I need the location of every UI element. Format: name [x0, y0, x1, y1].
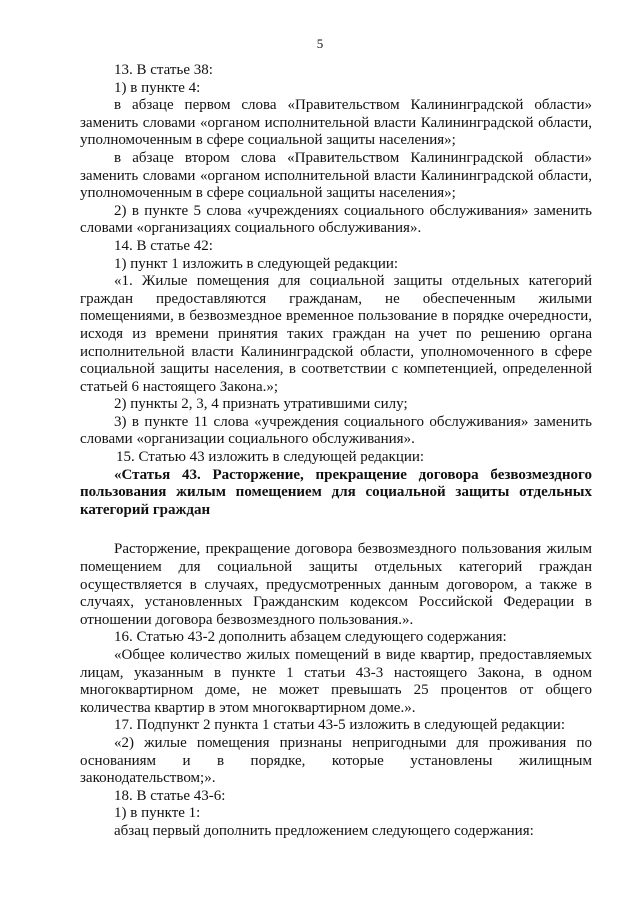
paragraph-quote: «1. Жилые помещения для социальной защиты отдельных категорий граждан предоставляются гражданам, не обеспеченным жилыми помещениями, в безвозмездное временное пользование в порядке очередности, исходя из времени принятия таких граждан на учет по решению органа исполнительной власти Калининградской области, уполномоченного в сфере социальной защиты населения, в соответствии с компетенцией, определенной статьей 6 настоящего Закона.»; [80, 273, 592, 395]
paragraph-amendment: 2) в пункте 5 слова «учреждениях социального обслуживания» заменить словами «организациях социального обслуживания». [80, 202, 592, 237]
paragraph-quote: «2) жилые помещения признаны непригодными для проживания по основаниям и в порядке, которые установлены жилищным законодательством;». [80, 734, 592, 787]
paragraph-item-14: 14. В статье 42: [114, 237, 213, 254]
paragraph-amendment: в абзаце первом слова «Правительством Калининградской области» заменить словами «органом исполнительной власти Калининградской области, уполномоченным в сфере социальной защиты населения»; [80, 97, 592, 149]
paragraph-quote: «Общее количество жилых помещений в виде квартир, предоставляемых лицам, указанным в пункте 1 статьи 43-3 настоящего Закона, в одном многоквартирном доме, не может превышать 25 процентов от общего количества квартир в этом многоквартирном доме.». [80, 647, 592, 716]
page-number: 5 [316, 36, 324, 51]
paragraph-amendment: абзац первый дополнить предложением следующего содержания: [114, 822, 534, 839]
paragraph-item-17: 17. Подпункт 2 пункта 1 статьи 43-5 изложить в следующей редакции: [114, 717, 566, 734]
paragraph-item-16: 16. Статью 43-2 дополнить абзацем следующего содержания: [114, 629, 507, 646]
paragraph-item-15: 15. Статью 43 изложить в следующей редакции: [116, 449, 425, 466]
paragraph-subitem: 3) в пункте 11 слова «учреждения социального обслуживания» заменить словами «организации социального обслуживания». [80, 413, 592, 448]
paragraph-subitem: 1) в пункте 1: [114, 805, 201, 822]
paragraph-subitem: 1) пункт 1 изложить в следующей редакции: [114, 255, 399, 272]
paragraph-amendment: в абзаце втором слова «Правительством Калининградской области» заменить словами «органом исполнительной власти Калининградской области, уполномоченным в сфере социальной защиты населения»; [80, 149, 592, 202]
paragraph-subitem: 2) пункты 2, 3, 4 признать утратившими силу; [114, 396, 408, 413]
paragraph-article-text: Расторжение, прекращение договора безвозмездного пользования жилым помещением для социальной защиты отдельных категорий граждан осуществляется в случаях, предусмотренных данным договором, а также в случаях, установленных Гражданским кодексом Российской Федерации в отношении договора безвозмездного пользования.». [80, 541, 592, 628]
paragraph-subitem: 1) в пункте 4: [114, 79, 201, 96]
article-heading: «Статья 43. Расторжение, прекращение договора безвозмездного пользования жилым помещением для социальной защиты отдельных категорий граждан [80, 466, 592, 518]
paragraph-item-18: 18. В статье 43-6: [114, 787, 226, 804]
document-body [80, 62, 592, 841]
paragraph-item-13: 13. В статье 38: [114, 62, 213, 78]
